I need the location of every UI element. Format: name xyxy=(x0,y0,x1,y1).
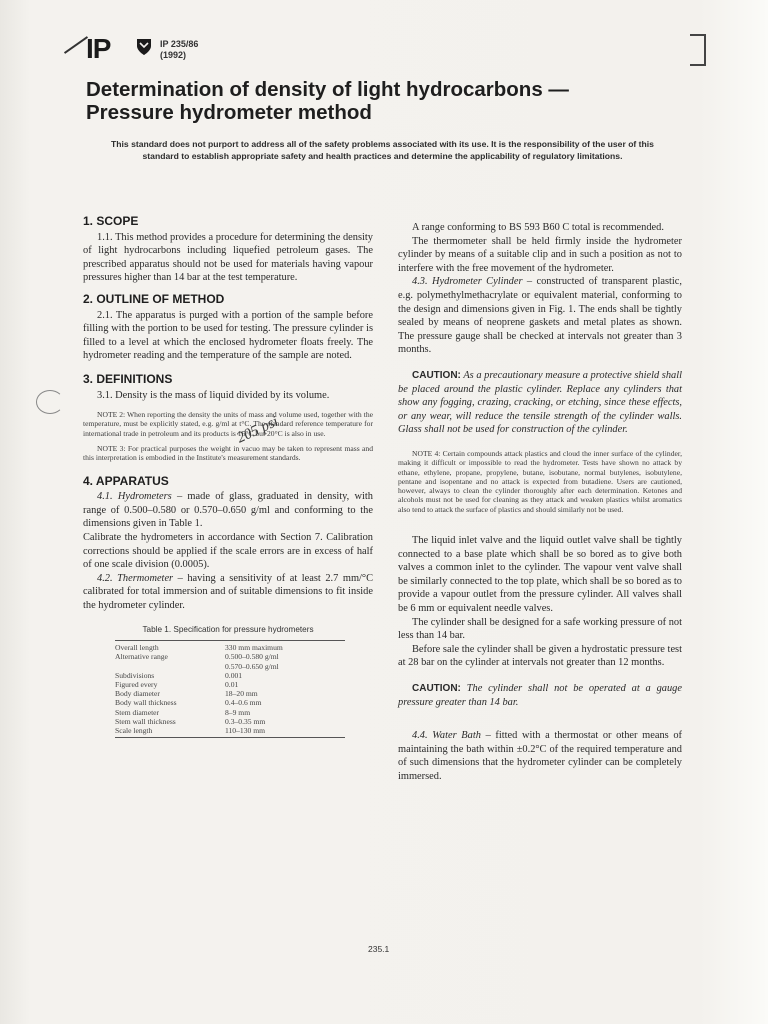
design-pressure-paragraph: The cylinder shall be designed for a safe working pressure of not less than 14 bar. xyxy=(398,616,682,642)
table-row xyxy=(115,652,345,661)
table-cell-property: Body diameter xyxy=(115,689,160,699)
thermometer-label: 4.2. Thermometer xyxy=(97,572,174,584)
note-2: NOTE 2: When reporting the density the units of mass and volume used, together with the temperature, must be explicitly stated, e.g. g/ml at t°C. The standard reference temperature for international trade in petroleum and its products is 15°C but 20°C is also in use. xyxy=(83,410,373,438)
table-cell-property: Overall length xyxy=(115,643,159,653)
hydrometers-paragraph xyxy=(83,490,373,531)
table-row xyxy=(115,726,345,735)
title-line-1: Determination of density of light hydrocarbons — xyxy=(86,78,569,101)
cylinder-text: – constructed of transparent plastic, e.g. polymethylmethacrylate or equivalent material, conforming to the design and dimensions given in Fig. 1. The ends shall be tightly sealed by means of neoprene gaskets and metal plates as shown. The pressure gauge shall be checked at intervals not greater than 3 months. xyxy=(398,276,682,356)
table-cell-property xyxy=(115,662,225,671)
table-cell-property: Stem wall thickness xyxy=(115,716,176,726)
scope-heading: 1. SCOPE xyxy=(83,214,139,228)
table-cell-value: 330 mm maximum xyxy=(225,643,283,653)
table-row xyxy=(115,680,345,689)
table-row xyxy=(115,671,345,680)
water-bath-paragraph xyxy=(398,729,682,783)
table-cell-property: Stem diameter xyxy=(115,707,160,717)
thermometer-clip-paragraph: The thermometer shall be held firmly inside the hydrometer cylinder by means of a suitable clip and in such a position as not to interfere with the free movement of the hydrometer. xyxy=(398,235,682,274)
hydrostatic-test-paragraph: Before sale the cylinder shall be given a hydrostatic pressure test at 28 bar on the cylinder at intervals not greater than 12 months. xyxy=(398,643,682,669)
left-column xyxy=(83,215,373,738)
table-cell-property: Subdivisions xyxy=(115,670,155,680)
table-row xyxy=(115,717,345,726)
logo-slash-mark xyxy=(64,36,88,54)
caution-2-text: The cylinder shall not be operated at a gauge pressure greater than 14 bar. xyxy=(398,682,682,708)
definitions-heading: 3. DEFINITIONS xyxy=(83,371,173,386)
thermometer-paragraph xyxy=(83,572,373,613)
right-column xyxy=(398,221,682,783)
page-title xyxy=(86,78,686,124)
table-cell-value: 110–130 mm xyxy=(225,725,266,735)
page-number: 235.1 xyxy=(368,944,390,954)
hydrometer-spec-table xyxy=(115,640,345,738)
table-cell-value: 0.4–0.6 mm xyxy=(225,698,262,708)
caution-1 xyxy=(398,369,682,437)
caution-1-label: CAUTION: xyxy=(412,369,461,381)
table-cell-value: 18–20 mm xyxy=(225,689,258,699)
scope-paragraph: 1.1. This method provides a procedure for determining the density of light hydrocarbons including liquefied petroleum gases. The prescribed apparatus should not be used for materials having vapour pressures higher than 14 bar at the test temperature. xyxy=(83,231,373,284)
range-paragraph: A range conforming to BS 593 B60 C total is recommended. xyxy=(412,222,664,233)
standard-year: (1992) xyxy=(160,50,187,60)
outline-paragraph: 2.1. The apparatus is purged with a portion of the sample before filling with the portion to be used for testing. The pressure cylinder is filled to a level at which the enclosed hydrometer floats freely. The hydrometer reading and the temperature of the sample are noted. xyxy=(83,309,373,362)
cylinder-label: 4.3. Hydrometer Cylinder xyxy=(412,276,523,288)
definitions-paragraph: 3.1. Density is the mass of liquid divided by its volume. xyxy=(97,389,330,401)
water-bath-label: 4.4. Water Bath xyxy=(412,730,481,742)
table-cell-value: 0.01 xyxy=(225,679,239,689)
table-cell-value: 0.3–0.35 mm xyxy=(225,716,266,726)
corner-bracket-mark xyxy=(690,34,706,66)
table-cell-value: 0.001 xyxy=(225,670,243,680)
caution-2-label: CAUTION: xyxy=(412,682,461,694)
ip-logo: IP xyxy=(86,33,111,64)
table-cell-value: 0.500–0.580 g/ml xyxy=(225,652,279,662)
standard-number: IP 235/86 xyxy=(160,39,199,49)
table-cell-property: Alternative range xyxy=(115,652,168,662)
caution-2 xyxy=(398,682,682,709)
table-row xyxy=(115,643,345,652)
standard-number-block xyxy=(160,39,198,61)
thermometer-text: – having a sensitivity of at least 2.7 mm/°C calibrated for total immersion and of suitable dimensions to fit inside the hydrometer cylinder. xyxy=(83,572,373,611)
title-line-2: Pressure hydrometer method xyxy=(86,101,372,124)
table-cell-property: Body wall thickness xyxy=(115,698,177,708)
apparatus-heading: 4. APPARATUS xyxy=(83,473,169,488)
water-bath-text: – fitted with a thermostat or other means of maintaining the bath within ±0.2°C of the required temperature and of such dimensions that the hydrometer cylinder can be completely immersed. xyxy=(398,730,682,782)
handwritten-annotation: 205 psi xyxy=(234,413,281,447)
note-3: NOTE 3: For practical purposes the weight in vacuo may be taken to represent mass and this interpretation is embodied in the Institute's measurement standards. xyxy=(83,444,373,463)
table-row xyxy=(115,698,345,707)
table-cell-property: Figured every xyxy=(115,679,158,689)
safety-disclaimer: This standard does not purport to address all of the safety problems associated with its use. It is the responsibility of the user of this standard to establish appropriate safety and health practices and determine the applicability of regulatory limitations. xyxy=(111,139,654,161)
hydrometers-label: 4.1. Hydrometers xyxy=(97,491,172,503)
table-row xyxy=(115,708,345,717)
valves-paragraph: The liquid inlet valve and the liquid outlet valve shall be tightly connected to a base plate which shall be so bored as to give both valves a common inlet to the cylinder. The vapour vent valve shall be similarly connected to the top plate, which shall be so bored as to provide a vapour outlet from the pressure cylinder. All valves shall be 6 mm or equivalent needle valves. xyxy=(398,534,682,614)
calibrate-paragraph: Calibrate the hydrometers in accordance with Section 7. Calibration corrections should be applied if the scale errors are in excess of half of one scale division (0.0005). xyxy=(83,531,373,571)
table-cell-value: 0.570–0.650 g/ml xyxy=(225,661,279,671)
table-row xyxy=(115,662,345,671)
cylinder-paragraph xyxy=(398,275,682,357)
table-1-title: Table 1. Specification for pressure hydrometers xyxy=(142,624,314,634)
shield-icon xyxy=(136,38,152,56)
note-4: NOTE 4: Certain compounds attack plastics and cloud the inner surface of the cylinder, making it difficult or impossible to read the hydrometer. Tests have shown no attack by ethane, ethylene, propane, propylene, butane, isobutane, normal butylenes, isobutylene, pentane and isopentane and no attack is expected from butadiene. Users are cautioned, however, always to clean the cylinder thoroughly after each determination. Ketones and alcohols must not be used for cleaning as they attack and weaken plastics whilst aromatics also tend to attack the surface of plastics and should similarly not be used. xyxy=(398,448,682,514)
caution-1-text: As a precautionary measure a protective shield shall be placed around the plastic cylinder. Replace any cylinders that show any fogging, crazing, cracking, or etching, since these effects, or any wear, will reduce the tensile strength of the cylinder walls. Glass shall not be used for construction of the cylinder. xyxy=(398,369,682,436)
outline-heading: 2. OUTLINE OF METHOD xyxy=(83,291,225,306)
table-cell-property: Scale length xyxy=(115,725,153,735)
table-row xyxy=(115,689,345,698)
hydrometers-text: – made of glass, graduated in density, with range of 0.500–0.580 or 0.570–0.650 g/ml and conforming to the dimensions given in Table 1. xyxy=(83,491,373,530)
margin-pencil-mark xyxy=(36,390,64,414)
table-cell-value: 8–9 mm xyxy=(225,707,251,717)
